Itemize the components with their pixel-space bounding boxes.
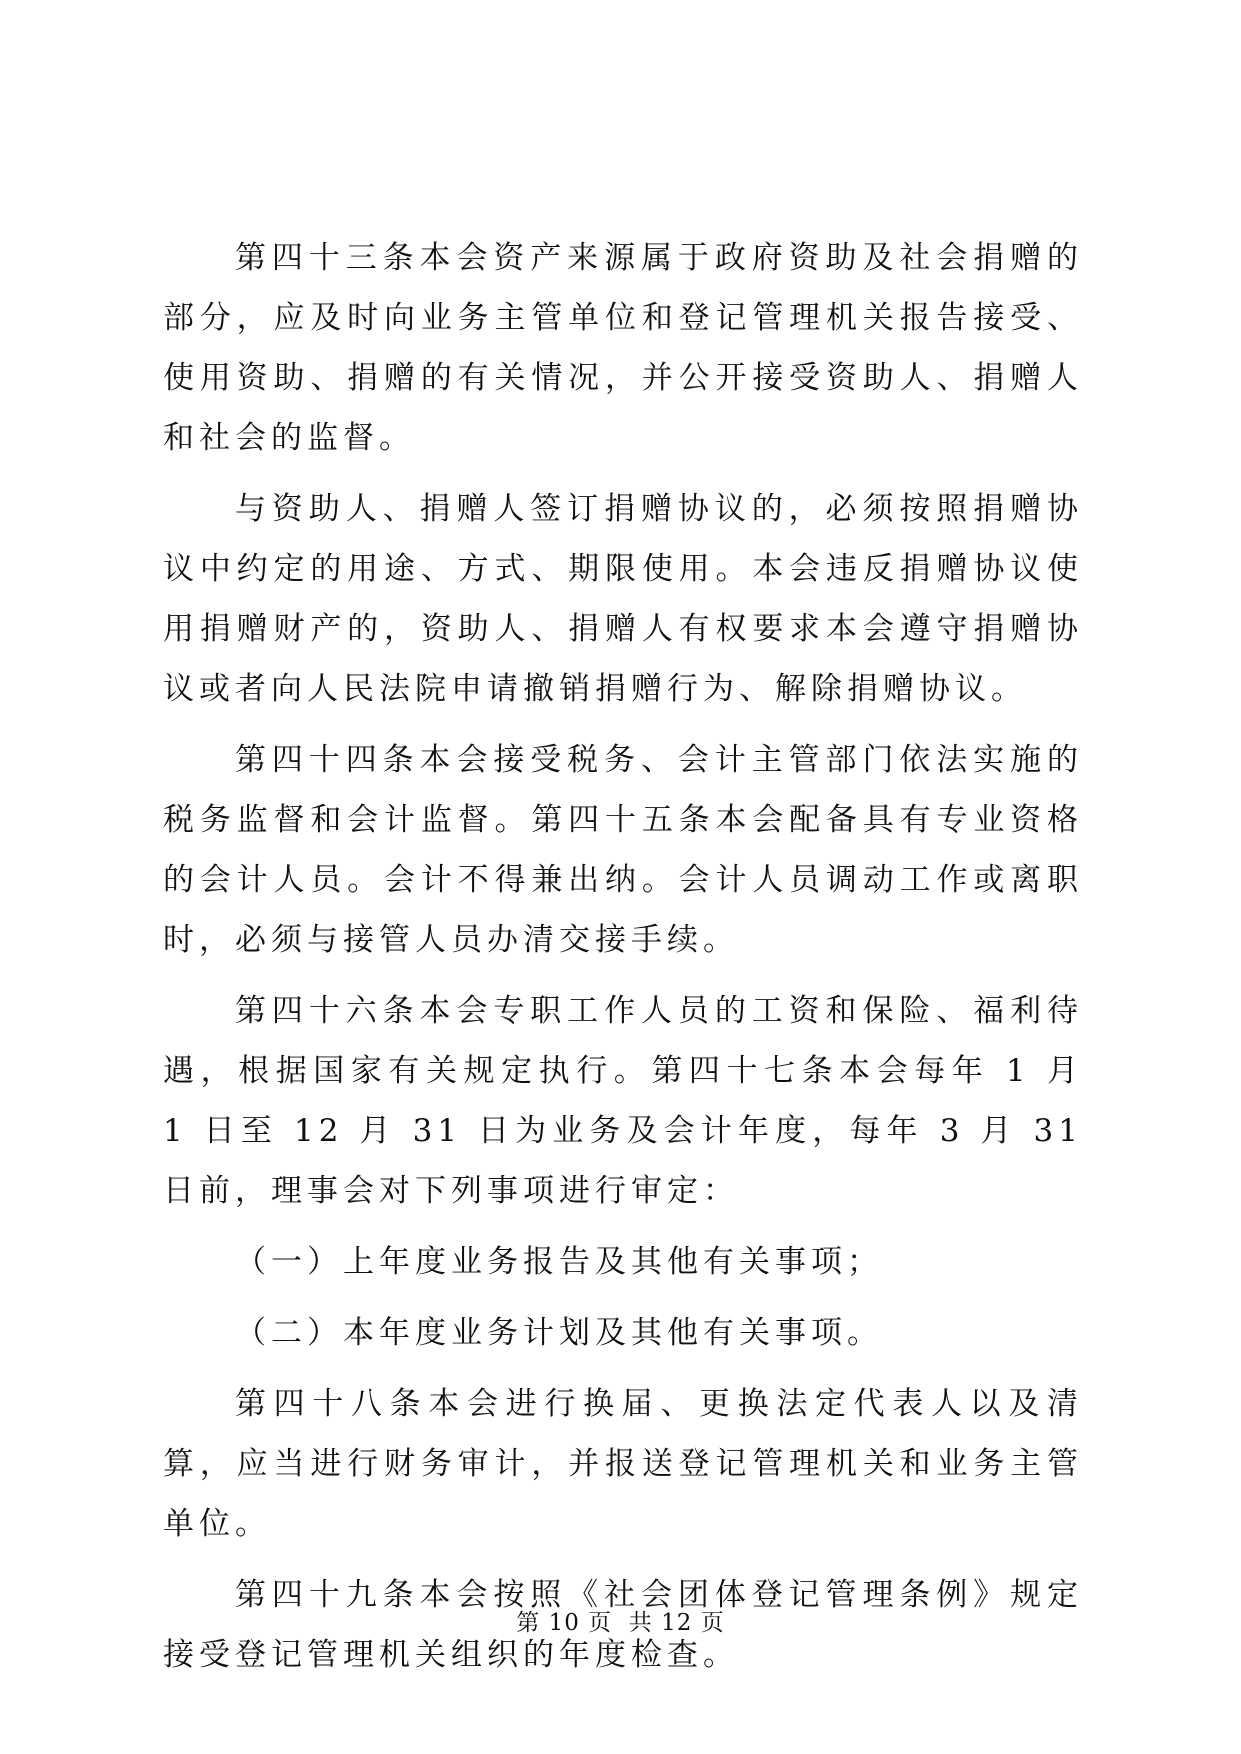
list-item-previous-year: （一）上年度业务报告及其他有关事项；	[235, 1244, 883, 1280]
page-number-label: 第 10 页 共 12 页	[516, 1610, 725, 1636]
paragraph-donation-agreement: 与资助人、捐赠人签订捐赠协议的，必须按照捐赠协议中约定的用途、方式、期限使用。本会违反捐赠协议使用捐赠财产的，资助人、捐赠人有权要求本会遵守捐赠协议或者向人民法院申请撤销捐赠行为、解除捐赠协议。	[163, 491, 1083, 707]
list-item-current-year: （二）本年度业务计划及其他有关事项。	[235, 1315, 883, 1351]
paragraph-article-44-45: 第四十四条本会接受税务、会计主管部门依法实施的税务监督和会计监督。第四十五条本会配备具有专业资格的会计人员。会计不得兼出纳。会计人员调动工作或离职时，必须与接管人员办清交接手续。	[163, 742, 1083, 958]
paragraph-article-46-47: 第四十六条本会专职工作人员的工资和保险、福利待遇，根据国家有关规定执行。第四十七条本会每年 1 月 1 日至 12 月 31 日为业务及会计年度，每年 3 月 31 日前，理事会对下列事项进行审定：	[163, 993, 1083, 1209]
document-body	[163, 228, 1083, 1696]
paragraph-article-49: 第四十九条本会按照《社会团体登记管理条例》规定接受登记管理机关组织的年度检查。	[163, 1577, 1083, 1673]
page-footer	[0, 1604, 1241, 1637]
paragraph-article-43: 第四十三条本会资产来源属于政府资助及社会捐赠的部分，应及时向业务主管单位和登记管理机关报告接受、使用资助、捐赠的有关情况，并公开接受资助人、捐赠人和社会的监督。	[163, 240, 1083, 456]
paragraph-article-48: 第四十八条本会进行换届、更换法定代表人以及清算，应当进行财务审计，并报送登记管理机关和业务主管单位。	[163, 1386, 1083, 1542]
